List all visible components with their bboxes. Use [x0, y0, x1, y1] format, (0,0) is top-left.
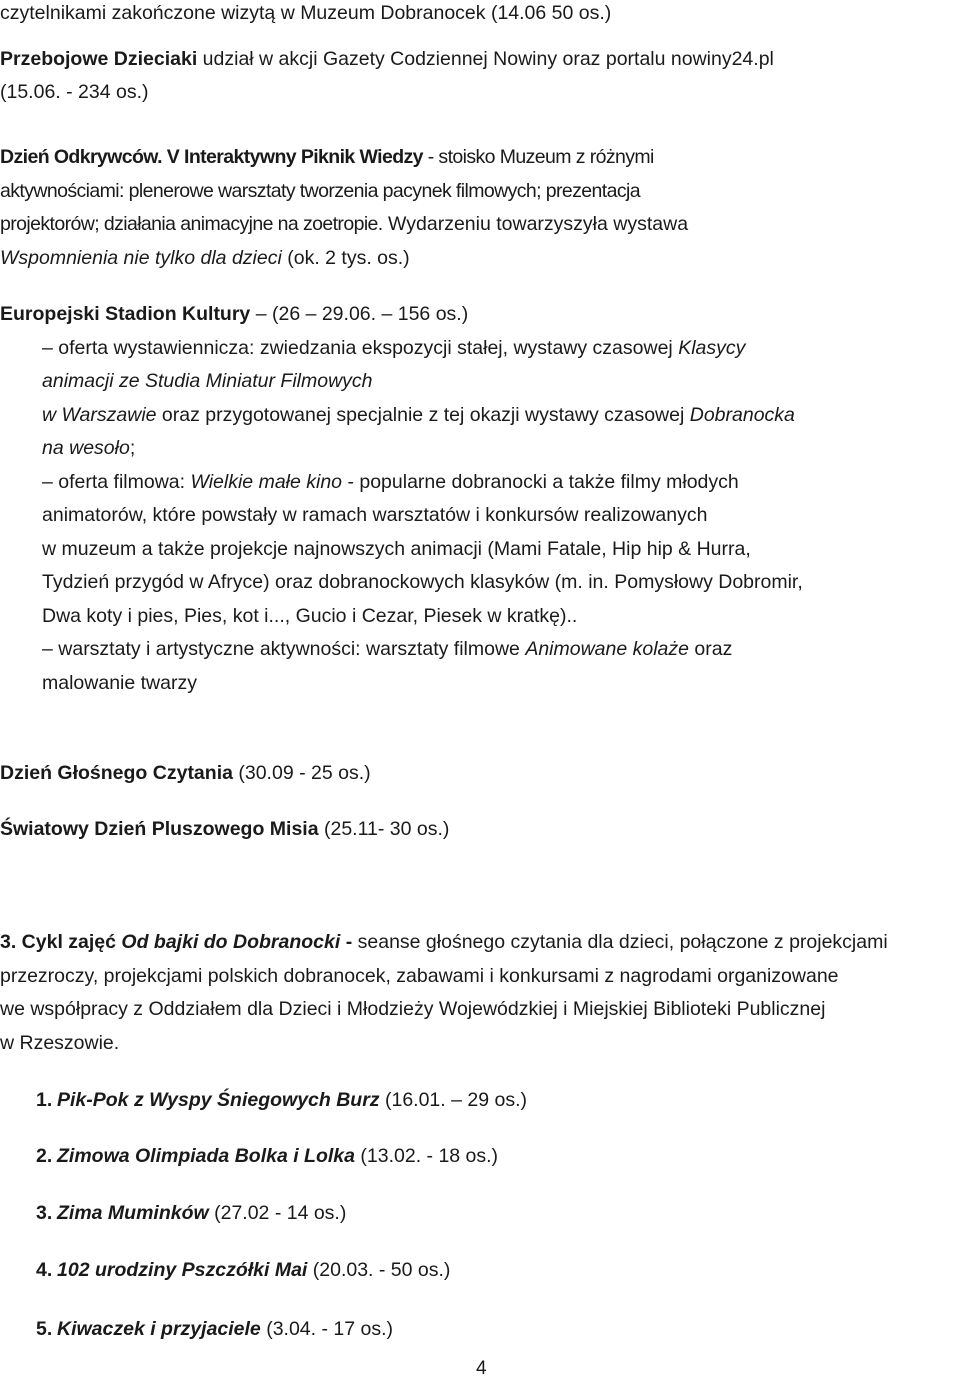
text-line: w Warszawie oraz przygotowanej specjalnie z tej okazji wystawy czasowej Dobranocka — [42, 404, 795, 426]
event-europejski-stadion: Europejski Stadion Kultury – (26 – 29.06. – 156 os.) — [0, 303, 469, 325]
text-line: malowanie twarzy — [42, 672, 197, 694]
text-line: aktywnościami: plenerowe warsztaty tworzenia pacynek filmowych; prezentacja — [0, 180, 640, 202]
text-line: (15.06. - 234 os.) — [0, 81, 149, 103]
item-title: Pik-Pok z Wyspy Śniegowych Burz — [57, 1089, 380, 1111]
event-title: Europejski Stadion Kultury — [0, 303, 251, 325]
text-line: w muzeum a także projekcje najnowszych animacji (Mami Fatale, Hip hip & Hurra, — [42, 538, 751, 560]
item-title: Kiwaczek i przyjaciele — [57, 1318, 261, 1340]
event-dzien-odkrywcow: Dzień Odkrywców. V Interaktywny Piknik Wiedzy - stoisko Muzeum z różnymi — [0, 146, 654, 168]
event-title: Dzień Odkrywców. V Interaktywny Piknik Wiedzy — [0, 146, 423, 168]
list-item: 2. Zimowa Olimpiada Bolka i Lolka (13.02. - 18 os.) — [36, 1145, 499, 1167]
section-cykl-zajec: 3. Cykl zajęć Od bajki do Dobranocki - seanse głośnego czytania dla dzieci, połączone z projekcjami — [0, 931, 888, 953]
item-title: Zima Muminków — [57, 1202, 209, 1224]
text-line: – oferta wystawiennicza: zwiedzania ekspozycji stałej, wystawy czasowej Klasycy — [42, 337, 746, 359]
text-line: przezroczy, projekcjami polskich dobranocek, zabawami i konkursami z nagrodami organizowane — [0, 965, 839, 987]
text-line: czytelnikami zakończone wizytą w Muzeum Dobranocek (14.06 50 os.) — [0, 2, 612, 24]
list-item: 5. Kiwaczek i przyjaciele (3.04. - 17 os.) — [36, 1318, 394, 1340]
text-line: w Rzeszowie. — [0, 1032, 120, 1054]
section-title-italic: Od bajki do Dobranocki — [121, 931, 341, 953]
item-title: 102 urodziny Pszczółki Mai — [57, 1259, 308, 1281]
list-item: 3. Zima Muminków (27.02 - 14 os.) — [36, 1202, 347, 1224]
text-line: Wspomnienia nie tylko dla dzieci (ok. 2 tys. os.) — [0, 247, 410, 269]
text-line: animatorów, które powstały w ramach warsztatów i konkursów realizowanych — [42, 504, 708, 526]
text-line: Tydzień przygód w Afryce) oraz dobranockowych klasyków (m. in. Pomysłowy Dobromir, — [42, 571, 803, 593]
text-line: projektorów; działania animacyjne na zoetropie. Wydarzeniu towarzyszyła wystawa — [0, 213, 689, 235]
event-title: Przebojowe Dzieciaki — [0, 48, 198, 70]
section-title: 3. Cykl zajęć — [0, 931, 122, 953]
list-item: 1. Pik-Pok z Wyspy Śniegowych Burz (16.01. – 29 os.) — [36, 1089, 527, 1111]
event-dzien-glosnego-czytania: Dzień Głośnego Czytania (30.09 - 25 os.) — [0, 762, 371, 784]
text-line: na wesoło; — [42, 437, 136, 459]
event-dzien-pluszowego-misia: Światowy Dzień Pluszowego Misia (25.11- 30 os.) — [0, 818, 450, 840]
event-title: Światowy Dzień Pluszowego Misia — [0, 818, 319, 840]
event-title: Dzień Głośnego Czytania — [0, 762, 233, 784]
text-line: animacji ze Studia Miniatur Filmowych — [42, 370, 373, 392]
item-title: Zimowa Olimpiada Bolka i Lolka — [57, 1145, 355, 1167]
text-line: Dwa koty i pies, Pies, kot i..., Gucio i Cezar, Piesek w kratkę).. — [42, 605, 578, 627]
text-line: – warsztaty i artystyczne aktywności: warsztaty filmowe Animowane kolaże oraz — [42, 638, 733, 660]
list-item: 4. 102 urodziny Pszczółki Mai (20.03. - 50 os.) — [36, 1259, 451, 1281]
page-number: 4 — [476, 1358, 487, 1379]
text-line: we współpracy z Oddziałem dla Dzieci i Młodzieży Wojewódzkiej i Miejskiej Biblioteki Publicznej — [0, 998, 826, 1020]
event-przebojowe-dzieciaki: Przebojowe Dzieciaki udział w akcji Gazety Codziennej Nowiny oraz portalu nowiny24.pl — [0, 48, 774, 70]
text-line: – oferta filmowa: Wielkie małe kino - popularne dobranocki a także filmy młodych — [42, 471, 739, 493]
